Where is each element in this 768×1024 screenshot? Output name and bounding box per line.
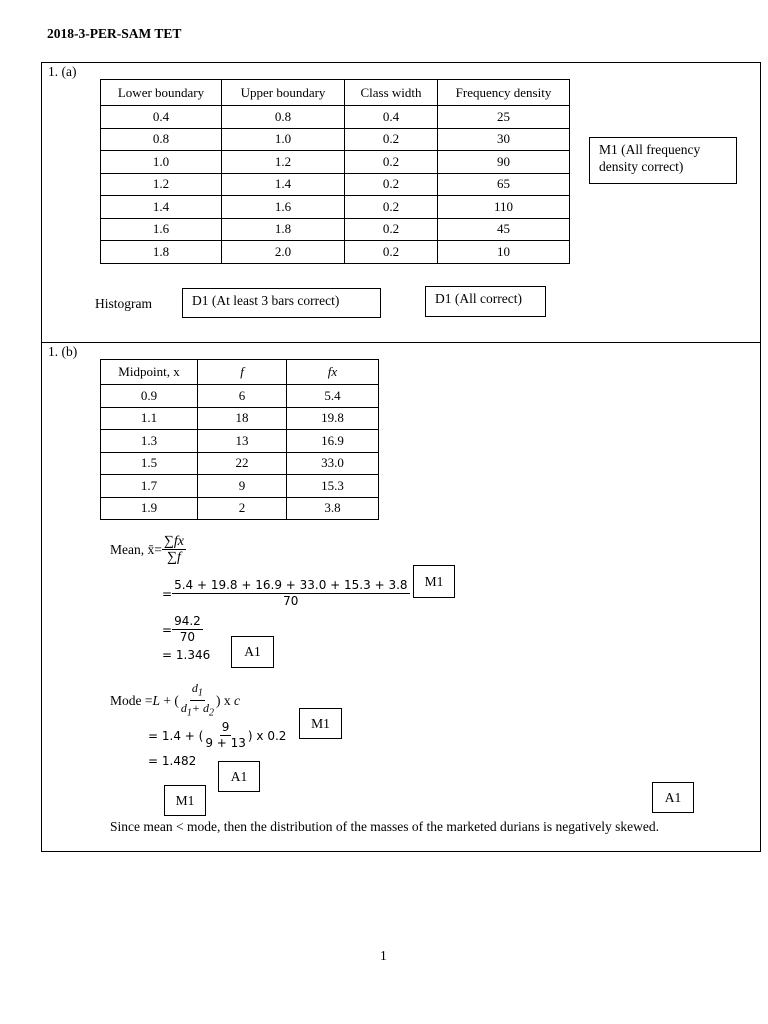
table-cell: 0.9 xyxy=(101,385,198,408)
table-row xyxy=(101,385,379,408)
table-cell: 1.0 xyxy=(101,151,222,174)
table-cell: 0.2 xyxy=(345,151,438,174)
table-cell: 15.3 xyxy=(287,475,379,498)
mode-denominator: $d_1+ d_2$ xyxy=(180,701,214,719)
table-cell: 5.4 xyxy=(287,385,379,408)
frequency-density-table xyxy=(100,79,570,264)
mode-numerator xyxy=(190,681,205,701)
table-header-row xyxy=(101,360,379,385)
a1-mean-mark: A1 xyxy=(231,636,274,668)
table-cell: 1.8 xyxy=(222,218,345,241)
header-midpoint xyxy=(101,360,198,385)
histogram-label: Histogram xyxy=(95,296,152,311)
table-cell: 30 xyxy=(438,128,570,151)
table-row xyxy=(101,407,379,430)
equals-sign: = xyxy=(162,622,173,637)
table-row xyxy=(101,106,570,129)
m1-mean-mark: M1 xyxy=(413,565,455,598)
table-cell: 65 xyxy=(438,173,570,196)
table-row xyxy=(101,497,379,520)
table-cell: 6 xyxy=(198,385,287,408)
table-row xyxy=(101,452,379,475)
mean-label: Mean, x̄= xyxy=(110,541,162,557)
question-1a-label: 1. (a) xyxy=(48,64,77,79)
table-cell: 1.0 xyxy=(222,128,345,151)
m1-conclusion-mark: M1 xyxy=(164,785,206,816)
table-row xyxy=(101,128,570,151)
mean-step1-numerator: 5.4 + 19.8 + 16.9 + 33.0 + 15.3 + 3.8 xyxy=(174,578,408,592)
mean-step1-denominator: 70 xyxy=(283,594,299,608)
table-cell: 16.9 xyxy=(287,430,379,453)
d1-partial-note: D1 (At least 3 bars correct) xyxy=(182,288,381,318)
mode-plus: + ( xyxy=(160,692,179,708)
header-lower-boundary: Lower boundary xyxy=(101,80,222,106)
table-cell: 0.2 xyxy=(345,196,438,219)
table-cell: 33.0 xyxy=(287,452,379,475)
table-header-row xyxy=(101,80,570,106)
mode-formula xyxy=(110,681,240,721)
mean-step1 xyxy=(162,578,410,609)
table-cell: 0.2 xyxy=(345,128,438,151)
table-cell: 1.6 xyxy=(101,218,222,241)
d1-subscript: 1 xyxy=(197,687,203,699)
table-cell: 1.4 xyxy=(101,196,222,219)
table-cell: 1.1 xyxy=(101,407,198,430)
table-cell: 0.2 xyxy=(345,173,438,196)
d1-all-note: D1 (All correct) xyxy=(425,286,546,317)
d1-symbol: d xyxy=(191,681,198,695)
table-cell: 1.4 xyxy=(222,173,345,196)
mean-fraction xyxy=(162,534,186,565)
table-cell: 25 xyxy=(438,106,570,129)
page-number: 1 xyxy=(380,948,387,963)
d1-symbol: d xyxy=(180,701,187,716)
table-cell: 2 xyxy=(198,497,287,520)
table-row xyxy=(101,196,570,219)
equals-sign: = xyxy=(162,586,173,601)
question-1b-label: 1. (b) xyxy=(48,344,78,359)
header-upper-boundary: Upper boundary xyxy=(222,80,345,106)
mode-L: L xyxy=(152,692,160,708)
table-cell: 10 xyxy=(438,241,570,264)
mean-step1-fraction xyxy=(172,578,409,609)
header-f: f xyxy=(198,360,287,385)
table-cell: 1.2 xyxy=(101,173,222,196)
header-midpoint-text: Midpoint, x xyxy=(118,364,180,379)
mode-result: = 1.482 xyxy=(148,754,197,768)
m1-mode-mark: M1 xyxy=(299,708,342,739)
mode-close: ) x xyxy=(215,692,234,708)
d1-subscript: 1 xyxy=(186,707,192,719)
table-cell: 22 xyxy=(198,452,287,475)
table-cell: 110 xyxy=(438,196,570,219)
midpoint-table xyxy=(100,359,379,520)
header-class-width: Class width xyxy=(345,80,438,106)
mean-formula xyxy=(110,534,186,565)
mode-step1-denominator: 9 + 13 xyxy=(205,736,246,750)
table-cell: 1.2 xyxy=(222,151,345,174)
table-cell: 0.4 xyxy=(345,106,438,129)
mean-result: = 1.346 xyxy=(162,648,211,662)
mode-step1-suffix: ) x 0.2 xyxy=(247,728,287,743)
document-title: 2018-3-PER-SAM TET xyxy=(47,26,182,41)
table-cell: 18 xyxy=(198,407,287,430)
a1-mode-mark: A1 xyxy=(218,761,260,792)
mean-step2 xyxy=(162,614,203,645)
table-cell: 0.2 xyxy=(345,218,438,241)
d2-symbol: d xyxy=(202,701,209,716)
header-frequency-density: Frequency density xyxy=(438,80,570,106)
table-cell: 3.8 xyxy=(287,497,379,520)
table-row xyxy=(101,475,379,498)
table-cell: 0.8 xyxy=(101,128,222,151)
mode-c: c xyxy=(233,692,240,708)
conclusion-text: Since mean < mode, then the distribution of the masses of the marketed durians is negatively skewed. xyxy=(110,819,659,834)
table-cell: 90 xyxy=(438,151,570,174)
table-cell: 0.2 xyxy=(345,241,438,264)
table-cell: 1.6 xyxy=(222,196,345,219)
mode-step1-prefix: = 1.4 + ( xyxy=(148,728,204,743)
table-cell: 45 xyxy=(438,218,570,241)
mode-step1 xyxy=(148,720,286,751)
table-cell: 0.8 xyxy=(222,106,345,129)
mean-step2-fraction xyxy=(172,614,203,645)
table-cell: 13 xyxy=(198,430,287,453)
table-cell: 1.8 xyxy=(101,241,222,264)
table-cell: 1.5 xyxy=(101,452,198,475)
mean-step2-denominator: 70 xyxy=(179,630,196,644)
header-fx: fx xyxy=(287,360,379,385)
mode-step1-numerator: 9 xyxy=(221,720,230,734)
mode-fraction xyxy=(179,681,216,721)
mean-numerator: ∑fx xyxy=(163,534,184,549)
section-divider xyxy=(41,342,761,343)
table-cell: 1.7 xyxy=(101,475,198,498)
d2-subscript: 2 xyxy=(208,707,214,719)
mode-label: Mode = xyxy=(110,692,153,708)
mean-step2-numerator: 94.2 xyxy=(174,614,201,628)
table-cell: 0.4 xyxy=(101,106,222,129)
table-cell: 2.0 xyxy=(222,241,345,264)
mode-step1-fraction xyxy=(203,720,248,751)
a1-conclusion-mark: A1 xyxy=(652,782,694,813)
table-row xyxy=(101,218,570,241)
table-row xyxy=(101,241,570,264)
table-row xyxy=(101,151,570,174)
m1-frequency-density-note: M1 (All frequency density correct) xyxy=(589,137,737,184)
table-cell: 19.8 xyxy=(287,407,379,430)
table-row xyxy=(101,430,379,453)
table-row xyxy=(101,173,570,196)
mean-denominator: ∑f xyxy=(166,550,181,565)
table-cell: 1.9 xyxy=(101,497,198,520)
table-cell: 1.3 xyxy=(101,430,198,453)
table-cell: 9 xyxy=(198,475,287,498)
